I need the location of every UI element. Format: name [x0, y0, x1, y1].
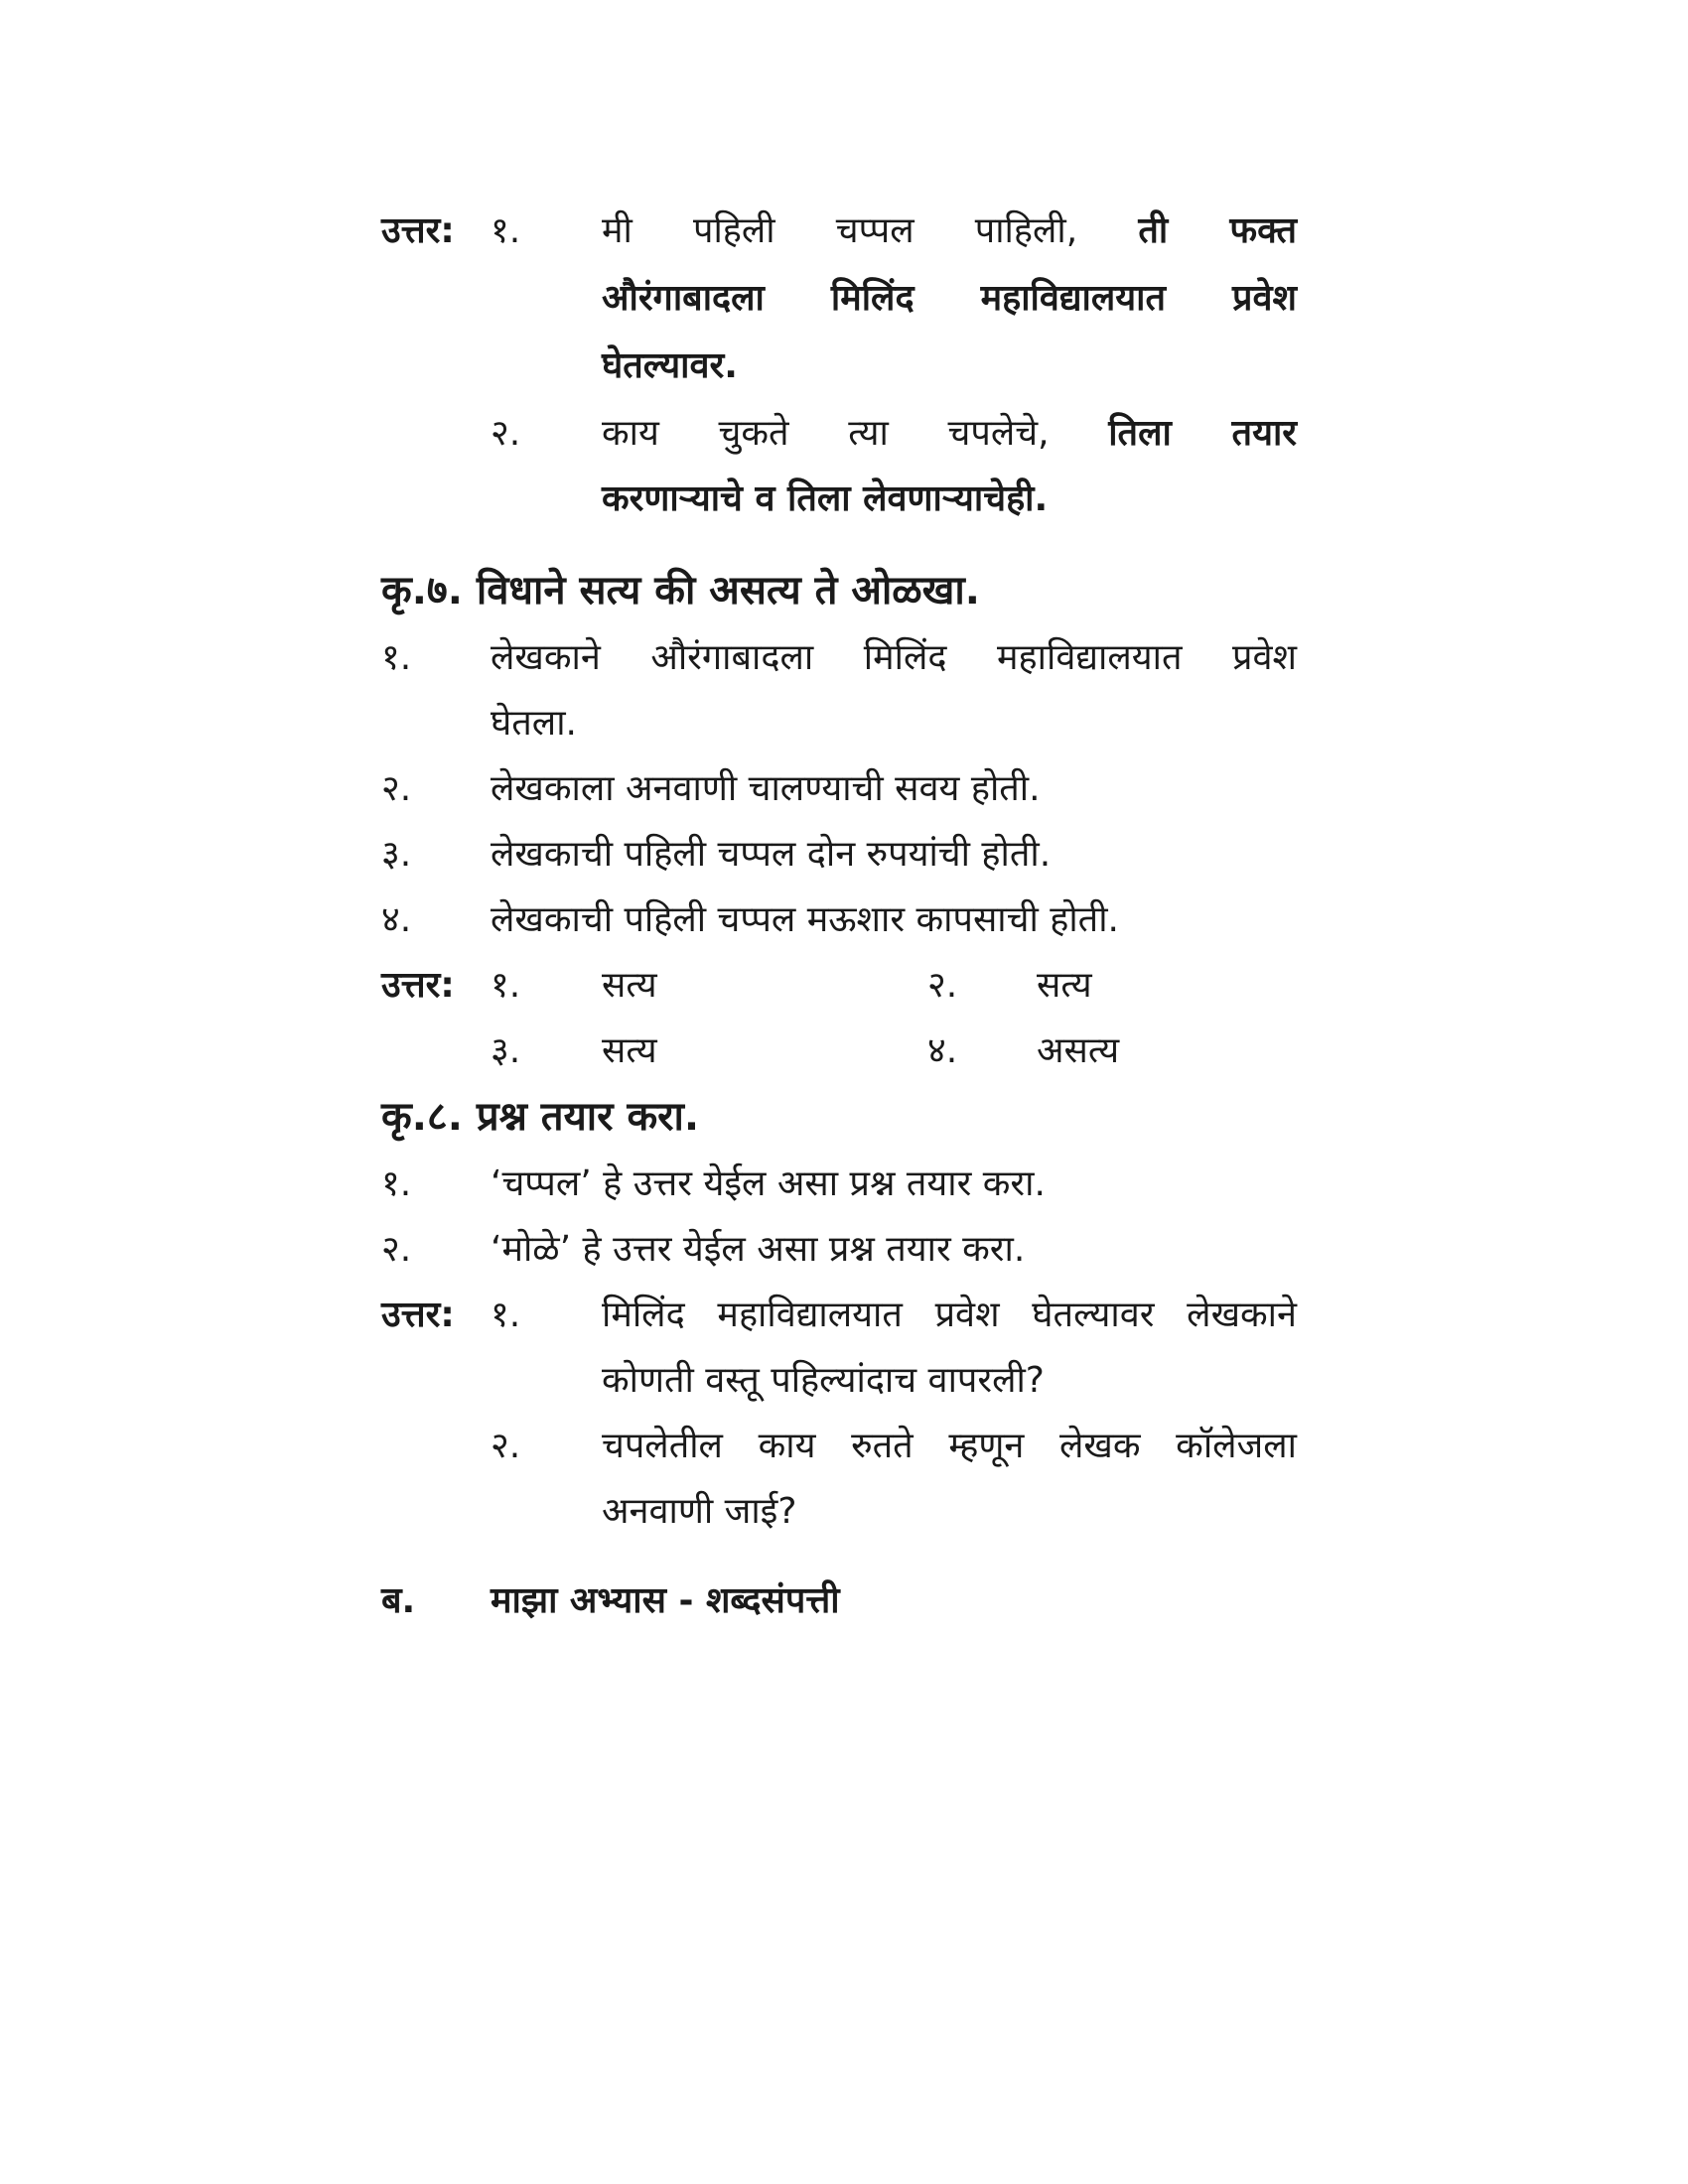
- item-text: लेखकाने औरंगाबादला मिलिंद महाविद्यालयात प्रवेश: [491, 637, 1297, 678]
- item-number: ३.: [381, 834, 412, 875]
- section-label: ब.: [381, 1580, 416, 1621]
- item-number: १.: [381, 637, 412, 678]
- answer-number: १.: [491, 210, 521, 251]
- answer-number: १.: [491, 965, 521, 1006]
- answer-line: घेतल्यावर.: [602, 345, 738, 386]
- answer-text-bold: ती फक्त: [1138, 210, 1297, 251]
- answer-line: मिलिंद महाविद्यालयात प्रवेश घेतल्यावर लेखकाने: [602, 1295, 1297, 1335]
- answer-label: उत्तर:: [381, 210, 455, 251]
- item-text: ‘चप्पल’ हे उत्तर येईल असा प्रश्न तयार करा.: [491, 1163, 1046, 1204]
- answer-line: अनवाणी जाई?: [602, 1491, 797, 1532]
- answer-line: करणाऱ्याचे व तिला लेवणाऱ्याचेही.: [602, 478, 1049, 519]
- answer-text-bold: तिला तयार: [1108, 413, 1297, 454]
- answer-value: असत्य: [1037, 1030, 1120, 1071]
- item-text: लेखकाची पहिली चप्पल मऊशार कापसाची होती.: [491, 899, 1119, 940]
- answer-number: २.: [927, 965, 958, 1006]
- answer-line: चपलेतील काय रुतते म्हणून लेखक कॉलेजला: [602, 1426, 1297, 1466]
- item-text: घेतला.: [491, 703, 577, 744]
- answer-line: [602, 199, 1297, 264]
- item-text: लेखकाला अनवाणी चालण्याची सवय होती.: [491, 768, 1041, 809]
- question-heading: कृ.७. विधाने सत्य की असत्य ते ओळखा.: [381, 568, 980, 614]
- item-number: ४.: [381, 899, 412, 940]
- answer-text-normal: मी पहिली चप्पल पाहिली,: [602, 210, 1078, 251]
- answer-label: उत्तर:: [381, 965, 455, 1006]
- question-heading: कृ.८. प्रश्न तयार करा.: [381, 1094, 700, 1140]
- answer-value: सत्य: [1037, 965, 1092, 1006]
- answer-number: २.: [491, 1426, 521, 1466]
- item-text: लेखकाची पहिली चप्पल दोन रुपयांची होती.: [491, 834, 1052, 875]
- answer-number: १.: [491, 1295, 521, 1335]
- answer-line: औरंगाबादला मिलिंद महाविद्यालयात प्रवेश: [602, 278, 1297, 319]
- answer-text-normal: काय चुकते त्या चपलेचे,: [602, 413, 1050, 454]
- answer-value: सत्य: [602, 1030, 657, 1071]
- answer-line: कोणती वस्तू पहिल्यांदाच वापरली?: [602, 1360, 1045, 1401]
- item-text: ‘मोळे’ हे उत्तर येईल असा प्रश्न तयार करा.: [491, 1229, 1026, 1270]
- item-number: १.: [381, 1163, 412, 1204]
- item-number: २.: [381, 1229, 412, 1270]
- answer-number: ३.: [491, 1030, 521, 1071]
- answer-number: ४.: [927, 1030, 958, 1071]
- section-title: माझा अभ्यास - शब्दसंपत्ती: [491, 1580, 840, 1621]
- answer-number: २.: [491, 413, 521, 454]
- answer-label: उत्तर:: [381, 1295, 455, 1335]
- item-number: २.: [381, 768, 412, 809]
- answer-line: [602, 401, 1297, 467]
- answer-value: सत्य: [602, 965, 657, 1006]
